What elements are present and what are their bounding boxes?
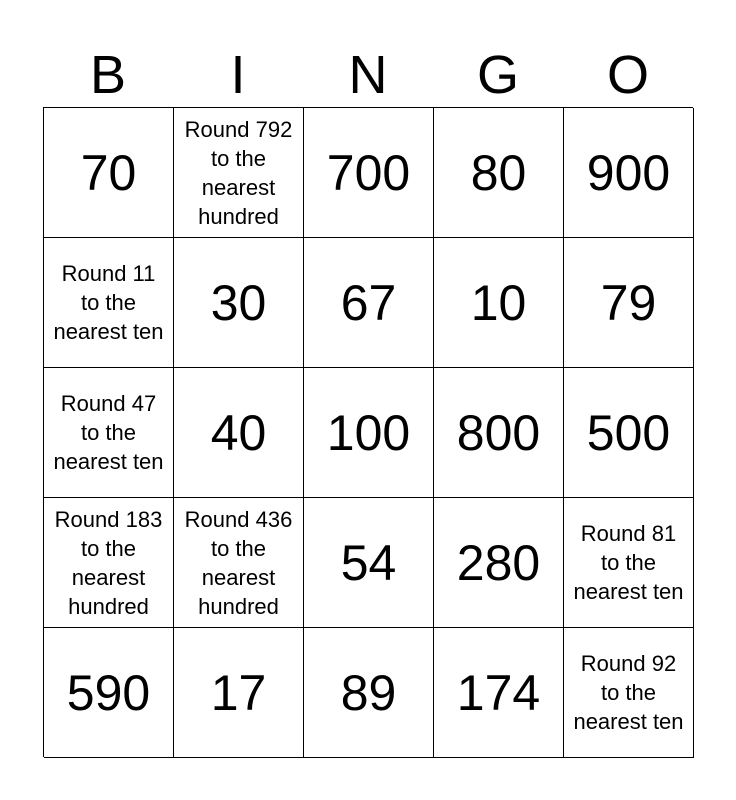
bingo-cell[interactable]: 67 (304, 238, 434, 368)
header-letter-i: I (230, 45, 246, 105)
header-letter-n: N (348, 45, 388, 105)
bingo-cell[interactable]: 500 (564, 368, 694, 498)
bingo-cell[interactable]: 80 (434, 108, 564, 238)
header-letter-o: O (606, 45, 649, 105)
bingo-cell[interactable]: 900 (564, 108, 694, 238)
bingo-cell[interactable]: Round 92 to the nearest ten (564, 628, 694, 758)
bingo-cell[interactable]: Round 81 to the nearest ten (564, 498, 694, 628)
bingo-cell[interactable]: 280 (434, 498, 564, 628)
bingo-cell[interactable]: 79 (564, 238, 694, 368)
bingo-cell[interactable]: 54 (304, 498, 434, 628)
bingo-cell[interactable]: Round 47 to the nearest ten (44, 368, 174, 498)
bingo-grid (43, 107, 693, 757)
bingo-cell[interactable]: Round 183 to the nearest hundred (44, 498, 174, 628)
bingo-cell[interactable]: 70 (44, 108, 174, 238)
bingo-cell[interactable]: 100 (304, 368, 434, 498)
bingo-cell[interactable]: 30 (174, 238, 304, 368)
bingo-cell[interactable]: 590 (44, 628, 174, 758)
bingo-header (43, 42, 693, 108)
header-letter-b: B (89, 45, 127, 105)
bingo-cell[interactable]: 174 (434, 628, 564, 758)
bingo-cell[interactable]: 10 (434, 238, 564, 368)
bingo-cell[interactable]: 89 (304, 628, 434, 758)
bingo-cell[interactable]: 700 (304, 108, 434, 238)
bingo-cell[interactable]: Round 11 to the nearest ten (44, 238, 174, 368)
bingo-cell[interactable]: 17 (174, 628, 304, 758)
bingo-cell[interactable]: Round 436 to the nearest hundred (174, 498, 304, 628)
bingo-cell[interactable]: 40 (174, 368, 304, 498)
bingo-cell[interactable]: 800 (434, 368, 564, 498)
header-letter-g: G (476, 45, 519, 105)
bingo-cell[interactable]: Round 792 to the nearest hundred (174, 108, 304, 238)
